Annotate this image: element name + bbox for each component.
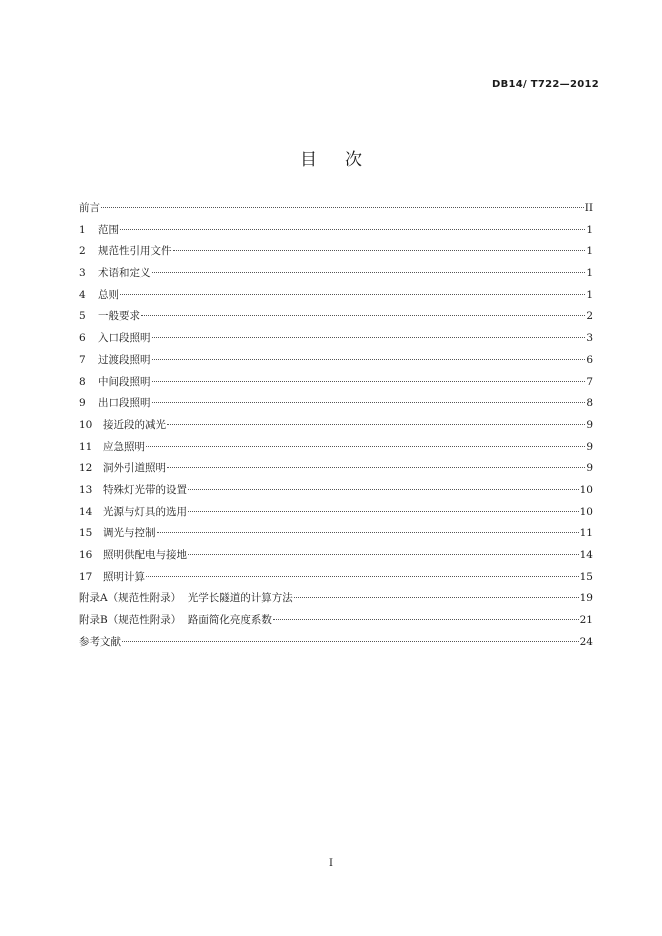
toc-entry-page: 19: [579, 592, 593, 605]
toc-entry[interactable]: [79, 632, 593, 654]
toc-entry-page: 15: [579, 570, 593, 583]
toc-entry-label: 附录B（规范性附录） 路面简化亮度系数: [79, 614, 272, 627]
toc-entry[interactable]: [79, 372, 593, 394]
toc-entry-number: 5: [79, 310, 86, 323]
toc-entry[interactable]: [79, 480, 593, 502]
toc-entry-page: 14: [579, 549, 593, 561]
toc-entry-label: 一般要求: [98, 310, 140, 323]
toc-leader-dots: [273, 618, 579, 620]
toc-entry[interactable]: [79, 393, 593, 415]
toc-entry-page: 24: [579, 635, 593, 648]
toc-leader-dots: [188, 510, 579, 512]
toc-entry[interactable]: [79, 198, 593, 220]
toc-leader-dots: [173, 249, 586, 251]
toc-entry-number: 2: [79, 245, 86, 258]
toc-entry[interactable]: [79, 328, 593, 350]
toc-entry-page: 9: [586, 418, 593, 431]
table-of-contents: [79, 198, 593, 653]
toc-entry-label: 应急照明: [103, 440, 145, 453]
toc-entry-number: 14: [79, 505, 93, 518]
toc-entry-number: 4: [79, 288, 86, 301]
toc-entry-label: 接近段的减光: [103, 418, 166, 431]
toc-leader-dots: [120, 293, 585, 295]
toc-entry-label: 范围: [98, 223, 119, 236]
toc-entry-label: 洞外引道照明: [103, 462, 166, 475]
document-code: DB14/ T722—2012: [492, 79, 599, 90]
toc-entry[interactable]: [79, 588, 593, 610]
toc-entry-label: 调光与控制: [103, 527, 156, 540]
toc-entry-number: 9: [79, 397, 86, 410]
toc-entry-label: 前言: [79, 202, 100, 214]
toc-entry-page: 1: [586, 288, 593, 301]
toc-leader-dots: [152, 380, 586, 382]
toc-entry[interactable]: [79, 350, 593, 372]
toc-entry-number: 13: [79, 483, 93, 496]
toc-leader-dots: [167, 423, 585, 425]
toc-entry[interactable]: [79, 567, 593, 589]
toc-leader-dots: [157, 531, 579, 533]
toc-entry[interactable]: [79, 437, 593, 459]
toc-leader-dots: [152, 358, 586, 360]
toc-leader-dots: [152, 401, 586, 403]
toc-entry-label: 照明供配电与接地: [103, 549, 187, 561]
toc-entry-number: 10: [79, 418, 93, 431]
toc-entry[interactable]: [79, 458, 593, 480]
toc-entry[interactable]: [79, 220, 593, 242]
toc-entry-page: 7: [586, 375, 593, 388]
toc-entry-number: 11: [79, 440, 93, 453]
toc-entry-number: 15: [79, 527, 93, 540]
toc-leader-dots: [141, 314, 585, 316]
toc-leader-dots: [167, 466, 585, 468]
toc-entry-page: 9: [586, 462, 593, 475]
toc-entry[interactable]: [79, 545, 593, 567]
page-number: I: [329, 858, 333, 869]
toc-leader-dots: [152, 271, 586, 273]
toc-entry-label: 入口段照明: [98, 332, 151, 345]
toc-entry-page: 3: [586, 332, 593, 345]
toc-entry-page: 11: [579, 527, 593, 540]
toc-entry-page: 1: [586, 223, 593, 236]
toc-entry-page: 1: [586, 245, 593, 258]
toc-entry-number: 3: [79, 267, 86, 280]
toc-entry[interactable]: [79, 415, 593, 437]
toc-entry-number: 16: [79, 549, 93, 561]
toc-leader-dots: [122, 640, 579, 642]
toc-entry-page: 9: [586, 440, 593, 453]
toc-leader-dots: [188, 488, 579, 490]
toc-leader-dots: [146, 445, 585, 447]
toc-entry[interactable]: [79, 610, 593, 632]
toc-entry-number: 6: [79, 332, 86, 345]
toc-leader-dots: [146, 575, 579, 577]
toc-entry[interactable]: [79, 285, 593, 307]
toc-entry[interactable]: [79, 241, 593, 263]
toc-entry-page: II: [584, 202, 593, 214]
toc-entry-label: 参考文献: [79, 635, 121, 648]
toc-entry-label: 过渡段照明: [98, 353, 151, 366]
toc-entry-label: 特殊灯光带的设置: [103, 483, 187, 496]
page-title: 目次: [300, 150, 390, 170]
toc-entry[interactable]: [79, 502, 593, 524]
toc-entry[interactable]: [79, 263, 593, 285]
toc-entry-page: 21: [579, 614, 593, 627]
toc-entry[interactable]: [79, 306, 593, 328]
toc-entry[interactable]: [79, 523, 593, 545]
toc-entry-number: 1: [79, 223, 86, 236]
toc-entry-page: 10: [579, 483, 593, 496]
toc-entry-label: 照明计算: [103, 570, 145, 583]
toc-entry-number: 8: [79, 375, 86, 388]
toc-entry-number: 7: [79, 353, 86, 366]
toc-entry-label: 规范性引用文件: [98, 245, 172, 258]
toc-leader-dots: [152, 336, 586, 338]
toc-entry-number: 17: [79, 570, 93, 583]
toc-leader-dots: [294, 596, 579, 598]
toc-entry-number: 12: [79, 462, 93, 475]
toc-entry-page: 2: [586, 310, 593, 323]
toc-entry-page: 6: [586, 353, 593, 366]
toc-leader-dots: [101, 206, 584, 208]
toc-entry-label: 总则: [98, 288, 119, 301]
toc-entry-page: 1: [586, 267, 593, 280]
toc-leader-dots: [120, 228, 585, 230]
toc-entry-label: 术语和定义: [98, 267, 151, 280]
toc-entry-label: 附录A（规范性附录） 光学长隧道的计算方法: [79, 592, 293, 605]
toc-entry-page: 8: [586, 397, 593, 410]
toc-entry-label: 光源与灯具的选用: [103, 505, 187, 518]
toc-entry-label: 中间段照明: [98, 375, 151, 388]
toc-entry-page: 10: [579, 505, 593, 518]
toc-entry-label: 出口段照明: [98, 397, 151, 410]
toc-leader-dots: [188, 553, 579, 555]
